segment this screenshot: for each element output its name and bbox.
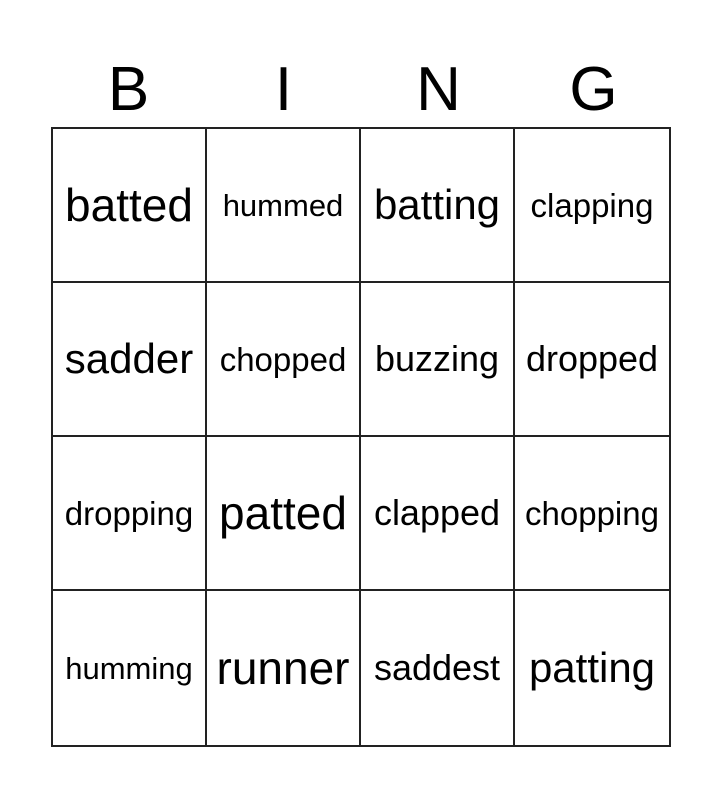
cell-word: patting [528, 644, 656, 691]
bingo-cell-r2-c3[interactable] [361, 283, 515, 437]
bingo-cell-r1-c1[interactable] [53, 129, 207, 283]
cell-word: humming [65, 650, 193, 686]
cell-word: saddest [373, 647, 501, 688]
bingo-cell-r1-c3[interactable] [361, 129, 515, 283]
cell-word: runner [216, 642, 350, 694]
header-letter-n: N [416, 55, 461, 124]
header-letter-g: G [569, 55, 618, 124]
cell-word: buzzing [374, 338, 500, 379]
cell-word: dropped [525, 338, 659, 379]
bingo-cell-r3-c3[interactable] [361, 437, 515, 591]
bingo-cell-r4-c4[interactable] [515, 591, 669, 745]
cell-word: batting [373, 181, 501, 228]
bingo-cell-r3-c4[interactable] [515, 437, 669, 591]
bingo-cell-r1-c2[interactable] [207, 129, 361, 283]
cell-word: dropping [64, 494, 194, 532]
cell-word: chopping [525, 494, 659, 532]
bingo-cell-r1-c4[interactable] [515, 129, 669, 283]
bingo-header [51, 52, 671, 128]
cell-word: batted [65, 179, 193, 231]
cell-word: patted [219, 487, 347, 539]
header-letter-i: I [274, 55, 293, 124]
bingo-cell-r4-c1[interactable] [53, 591, 207, 745]
bingo-cell-r4-c3[interactable] [361, 591, 515, 745]
cell-word: hummed [222, 187, 344, 223]
cell-word: clapping [530, 186, 654, 224]
bingo-cell-r3-c1[interactable] [53, 437, 207, 591]
bingo-board [51, 127, 671, 747]
bingo-cell-r3-c2[interactable] [207, 437, 361, 591]
bingo-cell-r2-c2[interactable] [207, 283, 361, 437]
header-letter-b: B [107, 55, 150, 124]
bingo-cell-r2-c4[interactable] [515, 283, 669, 437]
bingo-cell-r4-c2[interactable] [207, 591, 361, 745]
bingo-cell-r2-c1[interactable] [53, 283, 207, 437]
cell-word: clapped [373, 492, 501, 533]
cell-word: chopped [219, 340, 347, 378]
cell-word: sadder [64, 335, 194, 382]
